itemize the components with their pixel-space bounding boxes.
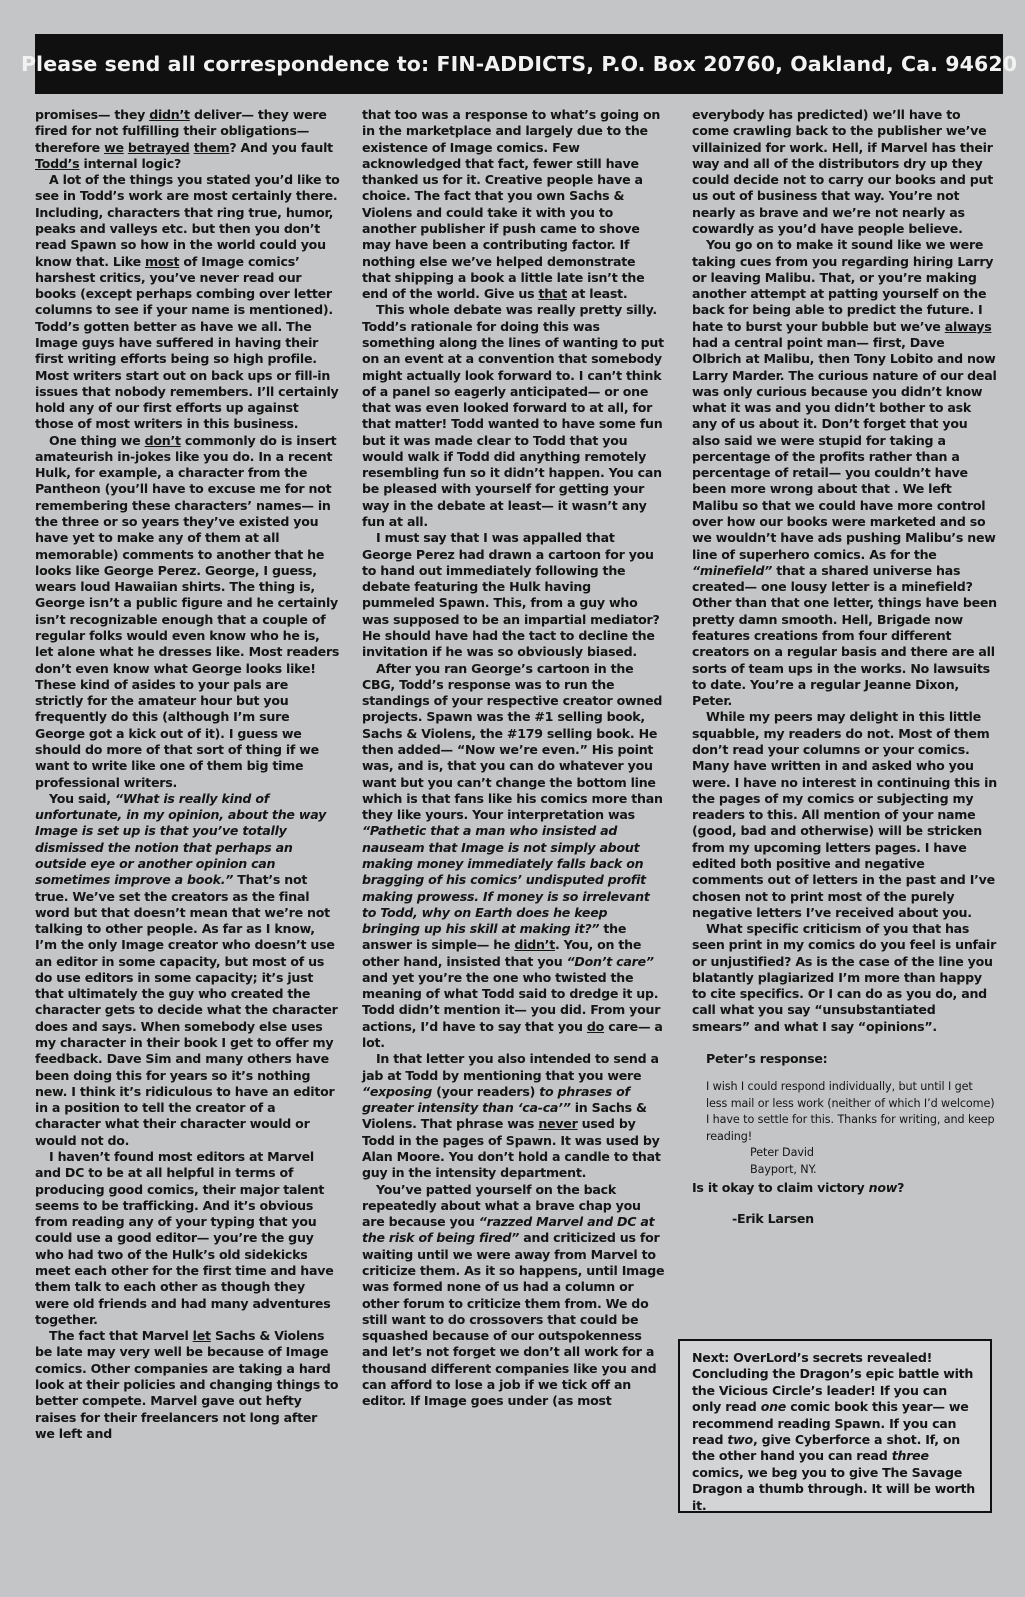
- signoff: -Erik Larsen: [732, 1210, 814, 1226]
- signature-place: Bayport, NY.: [750, 1162, 817, 1176]
- letter-column-3: [692, 107, 997, 1227]
- letter-column-1: [35, 107, 340, 1442]
- paragraph: I haven’t found most editors at Marvel and DC to be at all helpful in terms of producing good comics, their major talent seems to be trafficking. And it’s obvious from reading any of your typing that you could use a good editor— you’re the guy who had two of the Hulk’s old sidekicks meet each other for the first time and have them talk to each other as though they were old friends and had many adventures together.: [35, 1149, 334, 1327]
- correspondence-address-banner: Please send all correspondence to: FIN-ADDICTS, P.O. Box 20760, Oakland, Ca. 94620: [35, 34, 1003, 94]
- paragraph: I must say that I was appalled that George Perez had drawn a cartoon for you to hand out immediately following the debate featuring the Hulk having pummeled Spawn. This, from a guy who was supposed to be an impartial mediator? He should have had the tact to decline the invitation if he was so obviously biased.: [362, 530, 660, 660]
- response-text: I wish I could respond individually, but until I get less mail or less work (neither of which I’d welcome) I have to settle for this. Thanks for writing, and keep reading! Peter David Bayport, NY.: [692, 1079, 997, 1178]
- paragraph: You go on to make it sound like we were taking cues from you regarding hiring Larry or leaving Malibu. That, or you’re making another attempt at patting yourself on the back for being able to predict the future. I hate to burst your bubble but we’ve always had a central point man— first, Dave Olbrich at Malibu, then Tony Lobito and now Larry Marder. The curious nature of our deal was only curious because you didn’t know what it was and you didn’t bother to ask any of us about it. Don’t forget that you also said we were stupid for taking a percentage of the profits rather than a percentage of retail— you couldn’t have been more wrong about that . We left Malibu so that we could have more control over how our books were marketed and so we wouldn’t have ads pushing Malibu’s new line of superhero comics. As for the “minefield” that a shared universe has created— one lousy letter is a minefield? Other than that one letter, things have been pretty damn smooth. Hell, Brigade now features creations from four different creators on a regular basis and there are all sorts of team ups in the works. No lawsuits to date. You’re a regular Jeanne Dixon, Peter.: [692, 237, 997, 709]
- paragraph: While my peers may delight in this little squabble, my readers do not. Most of them don’t read your columns or your comics. Many have written in and asked who you were. I have no interest in continuing this in the pages of my comics or subjecting my readers to this. All mention of your name (good, bad and otherwise) will be stricken from my upcoming letters pages. I have edited both positive and negative comments out of letters in the past and I’ve chosen not to print most of the purely negative letters I’ve received about you.: [692, 709, 997, 920]
- next-issue-box: Next: OverLord’s secrets revealed! Concluding the Dragon’s epic battle with the Vicious Circle’s leader! If you can only read one comic book this year— we recommend reading Spawn. If you can read two, give Cyberforce a shot. If, on the other hand you can read three comics, we beg you to give The Savage Dragon a thumb through. It will be worth it.: [678, 1339, 992, 1513]
- paragraph: After you ran George’s cartoon in the CBG, Todd’s response was to run the standings of your respective creator owned projects. Spawn was the #1 selling book, Sachs & Violens, the #179 selling book. He then added— “Now we’re even.” His point was, and is, that you can do whatever you want but you can’t change the bottom line which is that fans like his comics more than they like yours. Your interpretation was “Pathetic that a man who insisted ad nauseam that Image is not simply about making money immediately falls back on bragging of his comics’ undisputed profit making prowess. If money is so irrelevant to Todd, why on Earth does he keep bringing up his skill at making it?” the answer is simple— he didn’t. You, on the other hand, insisted that you “Don’t care” and yet you’re the one who twisted the meaning of what Todd said to dredge it up. Todd didn’t mention it— you did. From your actions, I’d have to say that you do care— a lot.: [362, 660, 663, 1051]
- paragraph: everybody has predicted) we’ll have to come crawling back to the publisher we’ve villainized for work. Hell, if Marvel has their way and all of the distributors dry up they could decide not to carry our books and put us out of business that way. You’re not nearly as brave and we’re not nearly as cowardly as you’d have people believe.: [692, 107, 994, 236]
- letter-column-2: [362, 107, 667, 1410]
- paragraph: that too was a response to what’s going on in the marketplace and largely due to the existence of Image comics. Few acknowledged that fact, fewer still have thanked us for it. Creative people have a choice. The fact that you own Sachs & Violens and could take it with you to another publisher if push came to shove may have been a contributing factor. If nothing else we’ve helped demonstrate that shipping a book a little late isn’t the end of the world. Give us that at least.: [362, 107, 661, 302]
- signature-name: Peter David: [750, 1146, 814, 1160]
- paragraph: You’ve patted yourself on the back repeatedly about what a brave chap you are because you “razzed Marvel and DC at the risk of being fired” and criticized us for waiting until we were away from Marvel to criticize them. As it so happens, until Image was formed none of us had a column or other forum to criticize them from. We do still want to do crossovers that could be squashed because of our outspokenness and let’s not forget we don’t all work for a thousand different companies like you and can afford to lose a job if we tick off an editor. If Image goes under (as most: [362, 1181, 665, 1409]
- paragraph: This whole debate was really pretty silly. Todd’s rationale for doing this was something along the lines of wanting to put on an event at a convention that somebody might actually look forward to. I can’t think of a panel so eagerly anticipated— or one that was even looked forward to at all, for that matter! Todd wanted to have some fun but it was made clear to Todd that you would walk if Todd did anything remotely resembling fun so it didn’t happen. You can be pleased with yourself for getting your way in the debate at least— it wasn’t any fun at all.: [362, 302, 664, 530]
- paragraph: You said, “What is really kind of unfortunate, in my opinion, about the way Image is set up is that you’ve totally dismissed the notion that perhaps an outside eye or another opinion can sometimes improve a book.” That’s not true. We’ve set the creators as the final word but that doesn’t mean that we’re not talking to other people. As far as I know, I’m the only Image creator who doesn’t use an editor in some capacity, but most of us do use editors in some capacity; it’s just that ultimately the guy who created the character gets to decide what the character does and says. When somebody else uses my character in their book I get to offer my feedback. Dave Sim and many others have been doing this for years so it’s nothing new. I think it’s ridiculous to have an editor in a position to tell the creator of a character what their character would or would not do.: [35, 790, 338, 1148]
- paragraph: In that letter you also intended to send a jab at Todd by mentioning that you were “exposing (your readers) to phrases of greater intensity than ‘ca-ca’” in Sachs & Violens. That phrase was never used by Todd in the pages of Spawn. It was used by Alan Moore. You don’t hold a candle to that guy in the intensity department.: [362, 1051, 661, 1181]
- victory-question: Is it okay to claim victory now?: [692, 1180, 905, 1196]
- paragraph: The fact that Marvel let Sachs & Violens be late may very well be because of Image comics. Other companies are taking a hard look at their policies and changing things to better compete. Marvel gave out hefty raises for their freelancers not long after we left and: [35, 1328, 339, 1441]
- response-heading: Peter’s response:: [706, 1051, 828, 1067]
- paragraph: A lot of the things you stated you’d like to see in Todd’s work are most certainly there. Including, characters that ring true, humor, peaks and valleys etc. but then you don’t read Spawn so how in the world could you know that. Like most of Image comics’ harshest critics, you’ve never read our books (except perhaps combing over letter columns to see if your name is mentioned). Todd’s gotten better as have we all. The Image guys have suffered in having their first writing efforts being so high profile. Most writers start out on back ups or fill-in issues that nobody remembers. I’ll certainly hold any of our first efforts up against those of most writers in this business.: [35, 172, 340, 432]
- paragraph: What specific criticism of you that has seen print in my comics do you feel is unfair or unjustified? As is the case of the line you blatantly plagiarized I’m more than happy to cite specifics. Or I can do as you do, and call what you say “unsubstantiated smears” and what I say “opinions”.: [692, 921, 997, 1034]
- paragraph: One thing we don’t commonly do is insert amateurish in-jokes like you do. In a recent Hulk, for example, a character from the Pantheon (you’ll have to excuse me for not remembering these characters’ names— in the three or so years they’ve existed you have yet to make any of them at all memorable) comments to another that he looks like George Perez. George, I guess, wears loud Hawaiian shirts. The thing is, George isn’t a public figure and he certainly isn’t recognizable enough that a couple of regular folks would even know who he is, let alone what he dresses like. Most readers don’t even know what George looks like! These kind of asides to your pals are strictly for the amateur hour but you frequently do this (although I’m sure George got a kick out of it). I guess we should do more of that sort of thing if we want to write like one of them big time professional writers.: [35, 432, 340, 790]
- paragraph: promises— they didn’t deliver— they were fired for not fulfilling their obligations— therefore we betrayed them? And you fault Todd’s internal logic?: [35, 107, 333, 171]
